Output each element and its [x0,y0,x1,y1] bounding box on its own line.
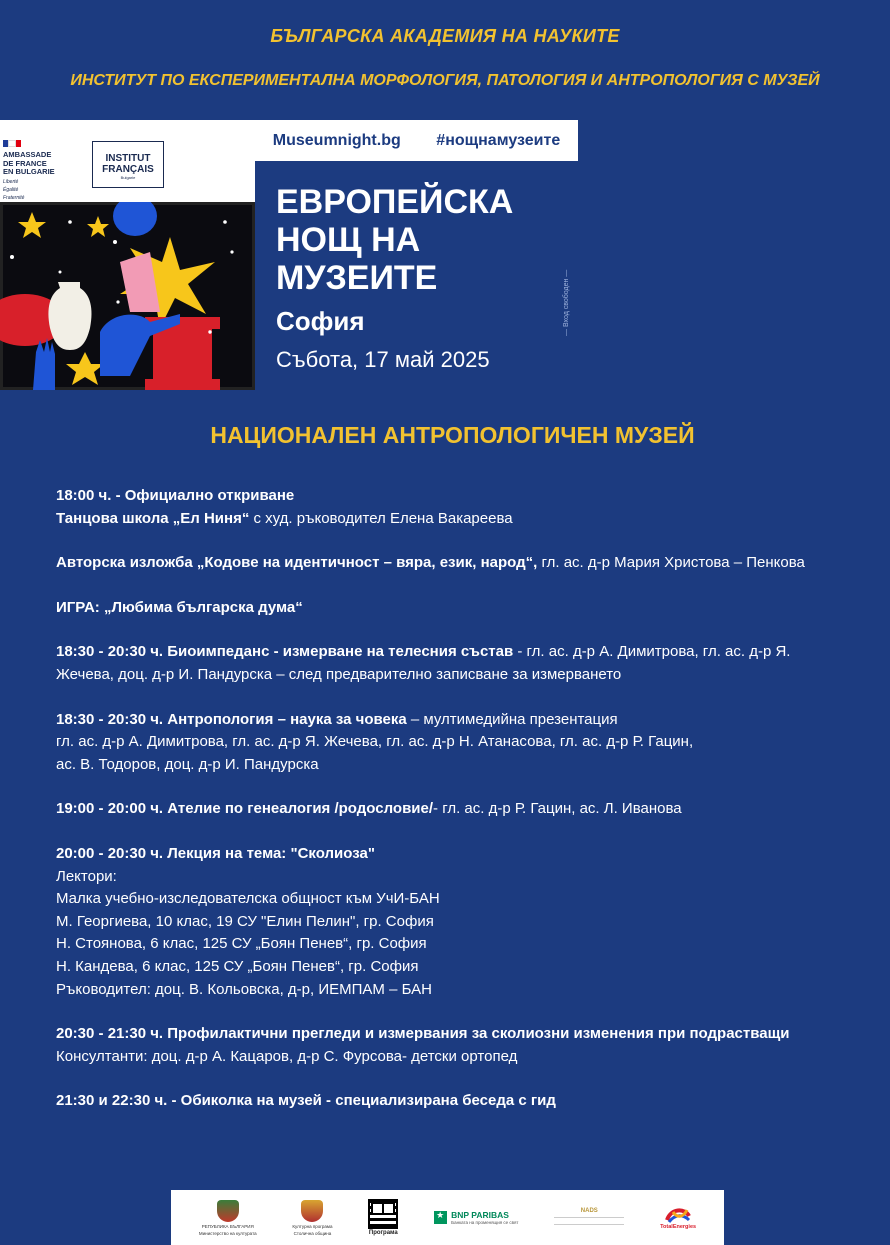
screening-title: 20:30 - 21:30 ч. Профилактични прегледи и измервания за сколиозни изменения при подрастващи [56,1025,790,1043]
exhibition-author: гл. ас. д-р Мария Христова – Пенкова [537,554,805,572]
anthropology-format: – мултимедийна презентация [406,710,618,728]
museum-title: НАЦИОНАЛЕН АНТРОПОЛОГИЧЕН МУЗЕЙ [210,422,695,448]
event-date: Събота, 17 май 2025 [276,347,490,372]
lecture-title: 20:00 - 20:30 ч. Лекция на тема: "Сколиоза" [56,844,375,862]
institut-line2: FRANÇAIS [102,164,154,175]
program-item [56,1023,831,1068]
embassy-motto1: Liberté [3,178,19,185]
embassy-motto2: Égalité [3,186,19,193]
event-title [276,183,513,297]
sofia-crest-icon [301,1200,323,1222]
embassy-logo [3,140,55,201]
bnp-tagline: Банката на променящия се свят [451,1220,519,1225]
institut-francais-logo [92,141,164,188]
museum-tour-title: 21:30 и 22:30 ч. - Обиколка на музей - специализирана беседа с гид [56,1092,556,1110]
exhibition-title: Авторска изложба „Кодове на идентичност – вяра, език, народ“, [56,554,538,572]
genealogy-hosts: - гл. ас. д-р Р. Гацин, ас. Л. Иванова [433,800,682,818]
hashtag: #нощнамузеите [436,131,561,149]
banner-top-bar [255,120,578,161]
bnp-name: BNP PARIBAS [451,1210,509,1220]
event-title-line1: ЕВРОПЕЙСКА [276,183,514,221]
sponsor-strip [171,1190,724,1245]
qr-label: Програма [368,1230,398,1236]
program-item [56,552,831,575]
institute-name: ИНСТИТУТ ПО ЕКСПЕРИМЕНТАЛНА МОРФОЛОГИЯ, ПАТОЛОГИЯ И АНТРОПОЛОГИЯ С МУЗЕЙ [70,72,820,89]
screening-consultants: Консултанти: доц. д-р А. Кацаров, д-р С. Фурсова- детски ортопед [56,1047,518,1065]
embassy-line3: EN BULGARIE [3,167,55,176]
event-city: София [276,306,365,336]
lecturer-2: Н. Стоянова, 6 клас, 125 СУ „Боян Пенев“, гр. София [56,935,427,953]
site-url[interactable]: Museumnight.bg [272,131,401,149]
free-entry-note: — Вход свободен — [563,269,570,336]
lecture-lecturers-label: Лектори: [56,867,117,885]
program-item [56,597,831,620]
lecturer-1: М. Георгиева, 10 клас, 19 СУ "Елин Пелин", гр. София [56,912,434,930]
event-banner-art [0,120,255,390]
game-title: ИГРА: „Любима българска дума“ [56,598,303,616]
program-item [56,709,831,777]
program-item [56,1090,831,1113]
event-title-line2: НОЩ НА [276,221,421,259]
lecturer-3: Н. Кандева, 6 клас, 125 СУ „Боян Пенев“, гр. София [56,957,419,975]
dance-school-name: Танцова школа „Ел Ниня“ [56,509,250,527]
museum-night-artwork [0,202,255,390]
bulgaria-crest-icon [217,1200,239,1222]
lecture-supervisor: Ръководител: доц. В. Кольовска, д-р, ИЕМПАМ – БАН [56,980,432,998]
program-item [56,641,831,686]
sofia-caption1: Културна програма [292,1223,333,1229]
partner-logos [0,120,255,200]
bnp-star-icon [434,1211,447,1224]
totalenergies-name: TotalEnergies [660,1223,697,1230]
anthropology-title: 18:30 - 20:30 ч. Антропология – наука за човека [56,710,407,728]
institut-line1: INSTITUT [105,153,151,164]
sofia-caption2: Столична община [293,1230,332,1236]
bioimpedance-details: - гл. ас. д-р А. Димитрова, гл. ас. д-р Я. Жечева, доц. д-р И. Пандурска – след предварително записване за измерването [56,643,791,683]
totalenergies-logo [660,1206,696,1230]
institut-sub: Bulgarie [120,175,136,180]
program-item [56,843,831,1001]
divider [554,1224,624,1225]
sofia-municipality-logo [292,1200,332,1236]
lecture-community: Малка учебно-изследователска общност към УчИ-БАН [56,890,440,908]
totalenergies-icon [665,1206,691,1224]
program-qr[interactable] [368,1199,398,1236]
nads-logo [554,1208,624,1228]
program-list [56,485,831,1135]
french-flag-icon [3,140,21,147]
dance-school-leader: с худ. ръководител Елена Вакареева [249,509,513,527]
embassy-line2: DE FRANCE [3,158,47,168]
ministry-caption1: РЕПУБЛИКА БЪЛГАРИЯ [201,1223,254,1229]
ministry-culture-logo [199,1200,257,1236]
divider [554,1217,624,1218]
opening-time-title: 18:00 ч. - Официално откриване [56,487,295,504]
nads-name: NADS [580,1207,598,1214]
event-title-line3: МУЗЕИТЕ [276,259,438,297]
anthropology-presenters-2: ас. В. Тодоров, доц. д-р И. Пандурска [56,755,319,773]
genealogy-title: 19:00 - 20:00 ч. Ателие по генеалогия /родословие/ [56,800,434,818]
bnp-paribas-logo [434,1210,518,1225]
embassy-motto3: Fraternité [3,194,25,201]
academy-name: БЪЛГАРСКА АКАДЕМИЯ НА НАУКИТЕ [270,26,620,46]
qr-code-icon[interactable] [368,1199,398,1229]
anthropology-presenters-1: гл. ас. д-р А. Димитрова, гл. ас. д-р Я. Жечева, гл. ас. д-р Н. Атанасова, гл. ас. д-р Р. Гацин, [56,733,694,751]
program-item [56,798,831,821]
program-item [56,485,831,530]
bioimpedance-title: 18:30 - 20:30 ч. Биоимпеданс - измерване на телесния състав [56,643,514,661]
embassy-line1: AMBASSADE [3,150,52,159]
ministry-caption2: Министерство на културата [198,1230,257,1236]
